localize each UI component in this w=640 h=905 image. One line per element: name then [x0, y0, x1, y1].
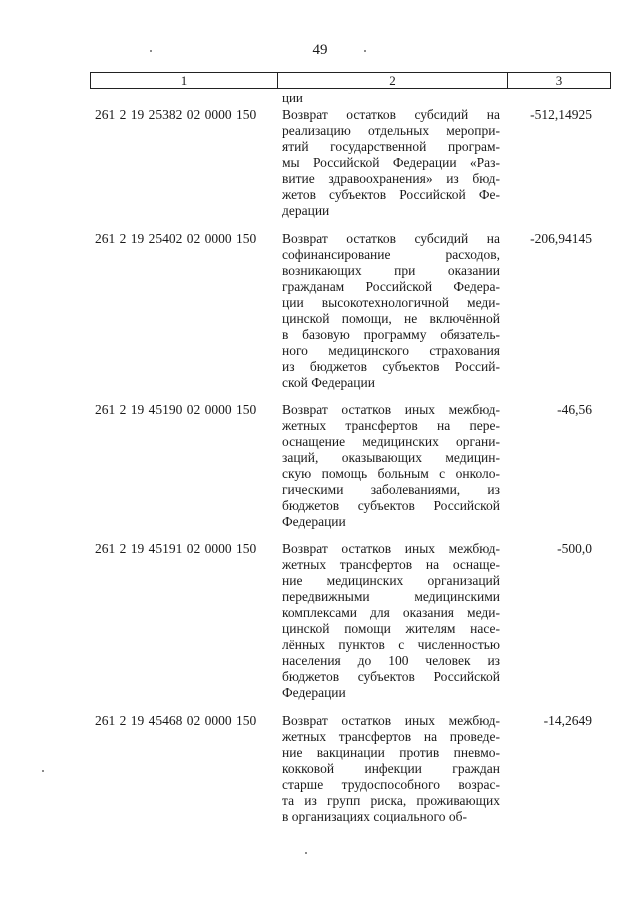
description-line: дерации: [282, 203, 330, 218]
description-line: жетов субъектов Российской Фе-: [282, 187, 500, 202]
description-line: заций, оказывающих медицин-: [282, 450, 500, 465]
scan-speck: [364, 50, 366, 52]
description-line: возникающих при оказании: [282, 263, 500, 278]
page-number: 49: [312, 42, 328, 58]
description-line: бюджетов субъектов Российской: [282, 669, 500, 684]
description-line: Возврат остатков иных межбюд-: [282, 713, 500, 728]
description-line: ской Федерации: [282, 375, 375, 390]
amount-value: -14,2649: [543, 713, 592, 728]
row-description: [282, 402, 500, 530]
scan-speck: [305, 852, 307, 854]
description-line: бюджетов субъектов Российской: [282, 498, 500, 513]
description-line: ции высокотехнологичной меди-: [282, 295, 500, 310]
header-col-2: 2: [278, 73, 508, 88]
budget-code: 261 2 19 45468 02 0000 150: [95, 713, 257, 728]
description-line: гражданам Российской Федера-: [282, 279, 500, 294]
scan-speck: [150, 50, 152, 52]
budget-code: 261 2 19 45191 02 0000 150: [95, 541, 257, 556]
description-line: жетных трансфертов на пере-: [282, 418, 500, 433]
description-line: та из групп риска, проживающих: [282, 793, 500, 808]
row-description: [282, 231, 500, 391]
description-line: жетных трансфертов на проведе-: [282, 729, 500, 744]
budget-code: 261 2 19 25402 02 0000 150: [95, 231, 257, 246]
description-line: витие здравоохранения» из бюд-: [282, 171, 500, 186]
header-col-1: 1: [91, 73, 278, 88]
description-line: ние медицинских организаций: [282, 573, 500, 588]
description-line: реализацию отдельных меропри-: [282, 123, 500, 138]
description-line: населения до 100 человек из: [282, 653, 500, 668]
scan-speck: [42, 770, 44, 772]
amount-value: -206,94145: [530, 231, 592, 246]
amount-value: -46,56: [557, 402, 592, 417]
table-header: [90, 72, 611, 89]
amount-value: -500,0: [557, 541, 592, 556]
description-line: жетных трансфертов на оснаще-: [282, 557, 500, 572]
description-line: софинансирование расходов,: [282, 247, 500, 262]
description-line: ние вакцинации против пневмо-: [282, 745, 500, 760]
description-line: цинской помощи, не включённой: [282, 311, 500, 326]
description-line: Возврат остатков иных межбюд-: [282, 541, 500, 556]
description-line: в базовую программу обязатель-: [282, 327, 500, 342]
description-line: мы Российской Федерации «Раз-: [282, 155, 500, 170]
description-line: скую помощь больным с онколо-: [282, 466, 500, 481]
description-line: ного медицинского страхования: [282, 343, 500, 358]
description-line: лённых пунктов с численностью: [282, 637, 500, 652]
description-line: гическими заболеваниями, из: [282, 482, 500, 497]
description-line: Федерации: [282, 514, 346, 529]
description-line: Возврат остатков иных межбюд-: [282, 402, 500, 417]
amount-value: -512,14925: [530, 107, 592, 122]
description-line: ятий государственной програм-: [282, 139, 500, 154]
description-line: комплексами для оказания меди-: [282, 605, 500, 620]
description-line: Федерации: [282, 685, 346, 700]
row-description: [282, 541, 500, 701]
description-line: цинской помощи жителям насе-: [282, 621, 500, 636]
description-line: старше трудоспособного возрас-: [282, 777, 500, 792]
row-description: [282, 713, 500, 825]
continuation-text: ции: [282, 90, 303, 105]
description-line: в организациях социального об-: [282, 809, 467, 824]
description-line: кокковой инфекции граждан: [282, 761, 500, 776]
description-line: передвижными медицинскими: [282, 589, 500, 604]
budget-code: 261 2 19 45190 02 0000 150: [95, 402, 257, 417]
row-description: [282, 107, 500, 219]
description-line: из бюджетов субъектов Россий-: [282, 359, 500, 374]
description-line: Возврат остатков субсидий на: [282, 107, 500, 122]
description-line: Возврат остатков субсидий на: [282, 231, 500, 246]
header-col-3: 3: [555, 73, 563, 88]
description-line: оснащение медицинских органи-: [282, 434, 500, 449]
budget-code: 261 2 19 25382 02 0000 150: [95, 107, 257, 122]
